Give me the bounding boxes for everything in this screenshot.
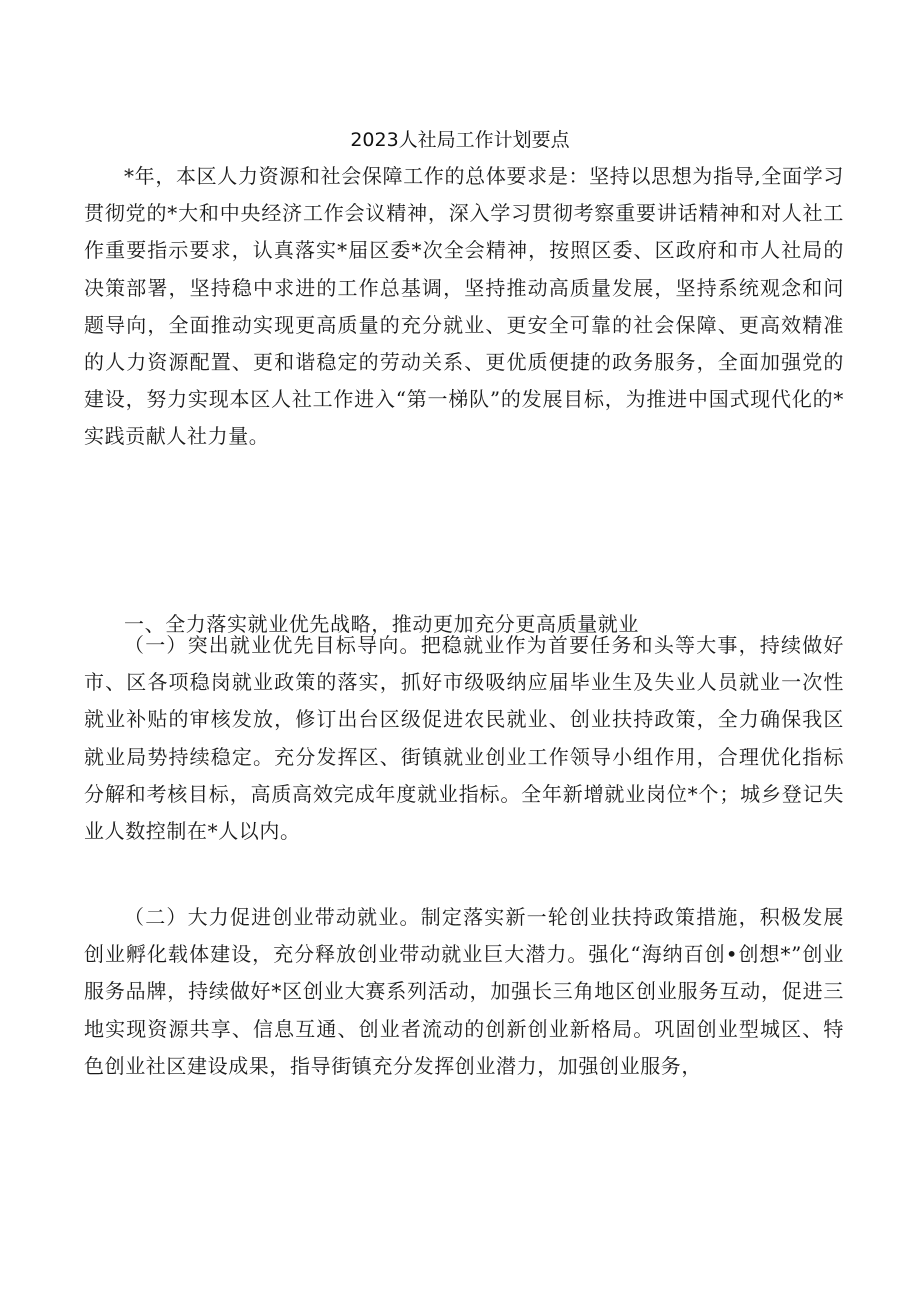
document-title: 2023人社局工作计划要点 [350,129,570,151]
subsection-paragraph-1: （一）突出就业优先目标导向。把稳就业作为首要任务和头等大事，持续做好市、区各项稳岗就业政策的落实，抓好市级吸纳应届毕业生及失业人员就业一次性就业补贴的审核发放，修订出台区级促进农民就业、创业扶持政策，全力确保我区就业局势持续稳定。充分发挥区、街镇就业创业工作领导小组作用，合理优化指标分解和考核目标，高质高效完成年度就业指标。全年新增就业岗位*个；城乡登记失业人数控制在*人以内。 [84,633,844,844]
section-heading-1: 一、全力落实就业优先战略，推动更加充分更高质量就业 [124,612,639,636]
intro-paragraph: *年，本区人力资源和社会保障工作的总体要求是：坚持以思想为指导,全面学习贯彻党的*大和中央经济工作会议精神，深入学习贯彻考察重要讲话精神和对人社工作重要指示要求，认真落实*届区委*次全会精神，按照区委、区政府和市人社局的决策部署，坚持稳中求进的工作总基调，坚持推动高质量发展，坚持系统观念和问题导向，全面推动实现更高质量的充分就业、更安全可靠的社会保障、更高效精准的人力资源配置、更和谐稳定的劳动关系、更优质便捷的政务服务，全面加强党的建设，努力实现本区人社工作进入“第一梯队”的发展目标，为推进中国式现代化的*实践贡献人社力量。 [84,164,844,449]
subsection-paragraph-2: （二）大力促进创业带动就业。制定落实新一轮创业扶持政策措施，积极发展创业孵化载体建设，充分释放创业带动就业巨大潜力。强化“海纳百创•创想*”创业服务品牌，持续做好*区创业大赛系列活动，加强长三角地区创业服务互动，促进三地实现资源共享、信息互通、创业者流动的创新创业新格局。巩固创业型城区、特色创业社区建设成果，指导街镇充分发挥创业潜力，加强创业服务， [84,905,844,1078]
